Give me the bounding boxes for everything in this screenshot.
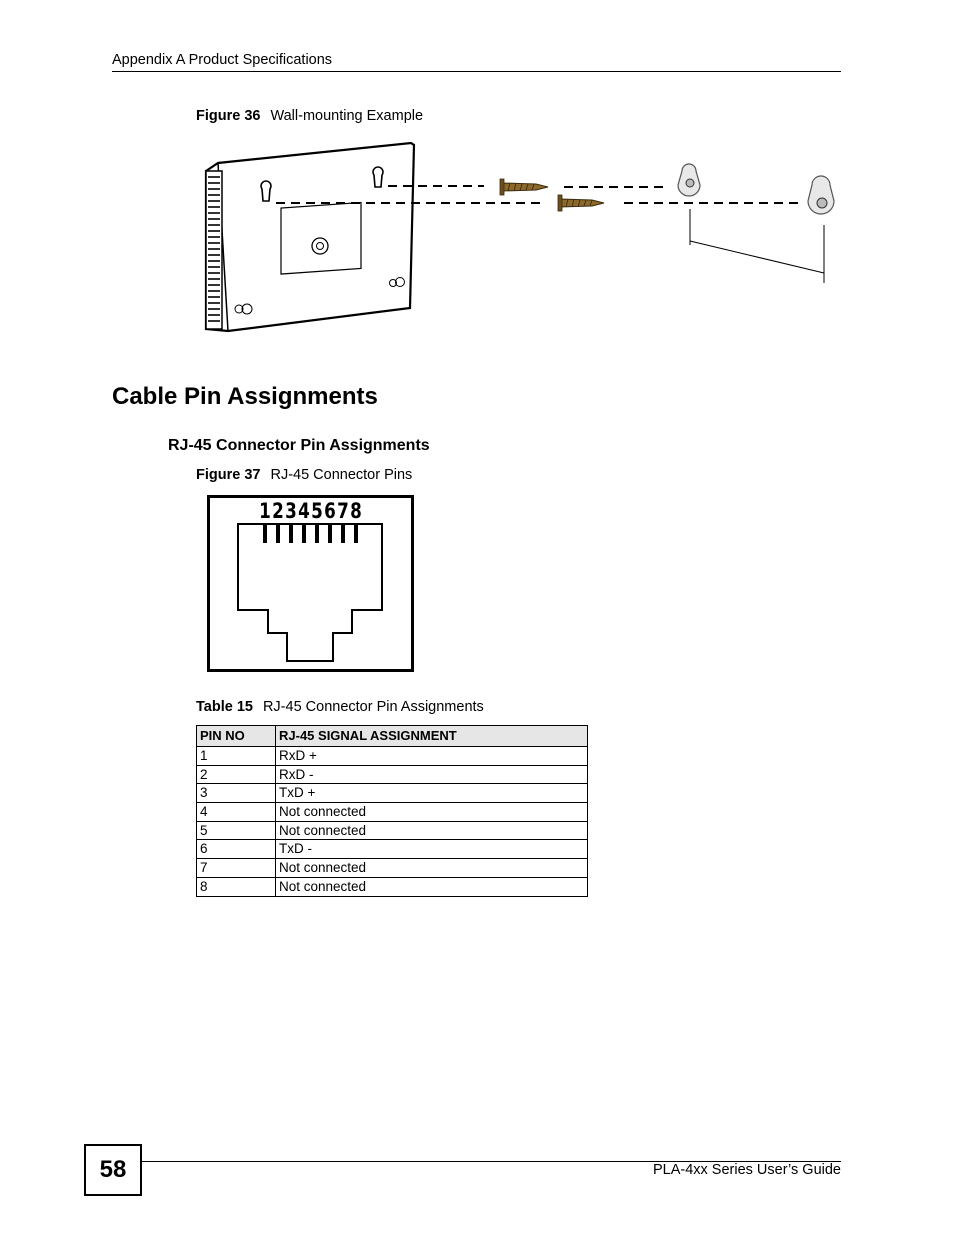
table-row xyxy=(197,877,588,896)
signal-cell: Not connected xyxy=(276,859,588,878)
wall-anchor-right-icon xyxy=(808,176,834,214)
signal-cell: Not connected xyxy=(276,803,588,822)
figure-37-label: Figure 37 xyxy=(196,467,261,483)
table-header-row xyxy=(197,726,588,747)
screw-upper-icon xyxy=(500,179,548,195)
signal-cell: RxD + xyxy=(276,747,588,766)
section-title: Cable Pin Assignments xyxy=(112,383,378,410)
figure-36-label: Figure 36 xyxy=(196,108,261,124)
signal-cell: TxD + xyxy=(276,784,588,803)
pin-label-6: 6 xyxy=(324,499,336,524)
signal-cell: TxD - xyxy=(276,840,588,859)
table-15-caption xyxy=(196,699,484,715)
pin-contact-8 xyxy=(354,525,358,543)
distance-indicator xyxy=(690,209,824,283)
pin-contact-6 xyxy=(328,525,332,543)
pin-number-cell: 4 xyxy=(197,803,276,822)
pin-contact-3 xyxy=(289,525,293,543)
screw-lower-icon xyxy=(558,195,604,211)
device-keyhole-right-icon xyxy=(373,167,383,187)
pin-number-cell: 6 xyxy=(197,840,276,859)
table-row xyxy=(197,821,588,840)
pin-label-4: 4 xyxy=(298,499,310,524)
signal-cell: Not connected xyxy=(276,877,588,896)
pin-label-7: 7 xyxy=(337,499,349,524)
column-header-pin-no: PIN NO xyxy=(197,726,276,747)
table-row xyxy=(197,765,588,784)
table-row xyxy=(197,747,588,766)
table-15-label: Table 15 xyxy=(196,699,253,715)
figure-37-title: RJ-45 Connector Pins xyxy=(270,467,413,483)
pin-number-cell: 1 xyxy=(197,747,276,766)
wall-mounting-illustration xyxy=(196,133,836,333)
pin-number-cell: 5 xyxy=(197,821,276,840)
pin-assignment-table xyxy=(196,725,588,897)
guide-title: PLA-4xx Series User’s Guide xyxy=(652,1162,841,1178)
pin-contact-1 xyxy=(263,525,267,543)
table-15-title: RJ-45 Connector Pin Assignments xyxy=(262,699,484,715)
table-row xyxy=(197,840,588,859)
pin-contact-7 xyxy=(341,525,345,543)
running-header: Appendix A Product Specifications xyxy=(112,52,333,68)
table-row xyxy=(197,803,588,822)
pin-number-cell: 3 xyxy=(197,784,276,803)
signal-cell: Not connected xyxy=(276,821,588,840)
rj45-connector-diagram xyxy=(206,494,416,674)
pin-label-3: 3 xyxy=(285,499,297,524)
figure-37-caption xyxy=(196,467,412,483)
signal-cell: RxD - xyxy=(276,765,588,784)
subsection-title: RJ-45 Connector Pin Assignments xyxy=(168,437,430,454)
device-keyhole-left-icon xyxy=(261,181,271,201)
pin-contact-5 xyxy=(315,525,319,543)
figure-36-title: Wall-mounting Example xyxy=(270,108,424,124)
pin-label-5: 5 xyxy=(311,499,323,524)
table-row xyxy=(197,784,588,803)
pin-number-cell: 2 xyxy=(197,765,276,784)
pin-label-1: 1 xyxy=(259,499,271,524)
pin-contact-4 xyxy=(302,525,306,543)
pin-number-cell: 8 xyxy=(197,877,276,896)
wall-anchor-left-icon xyxy=(678,164,700,196)
pin-label-8: 8 xyxy=(350,499,362,524)
figure-36-caption xyxy=(196,108,423,124)
page-number: 58 xyxy=(84,1144,142,1196)
pin-contact-2 xyxy=(276,525,280,543)
table-row xyxy=(197,859,588,878)
pin-number-cell: 7 xyxy=(197,859,276,878)
header-rule xyxy=(112,71,841,72)
column-header-signal: RJ-45 SIGNAL ASSIGNMENT xyxy=(276,726,588,747)
pin-label-2: 2 xyxy=(272,499,284,524)
